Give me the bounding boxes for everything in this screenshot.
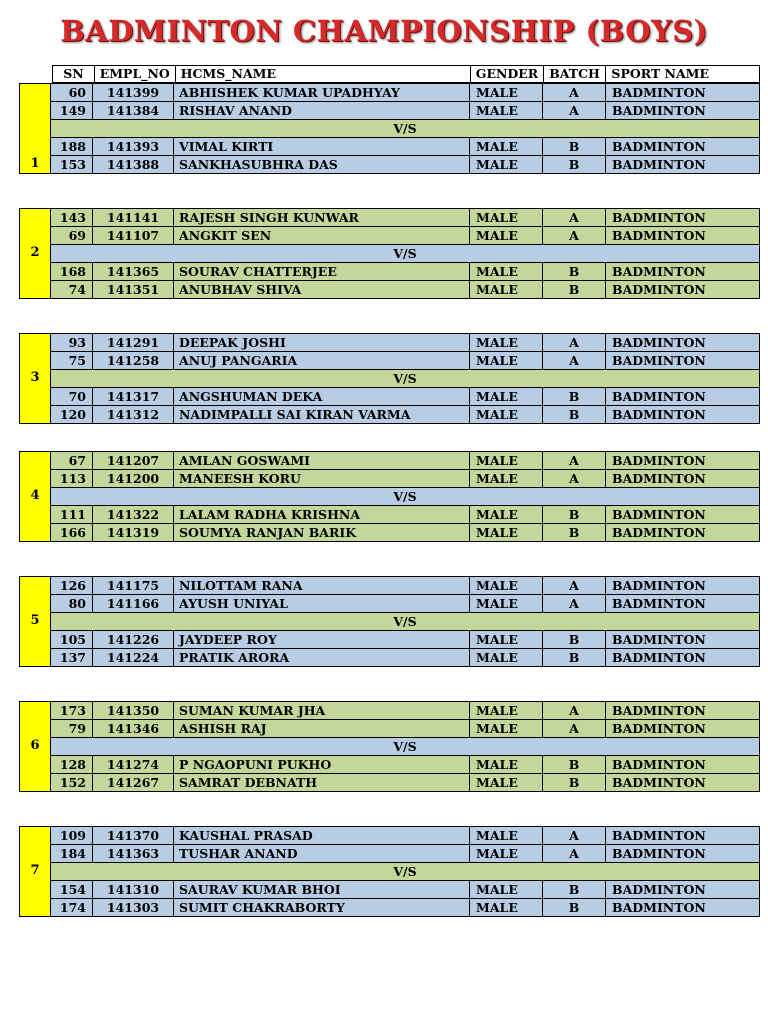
cell-name: RAJESH SINGH KUNWAR	[174, 209, 470, 226]
cell-gender: MALE	[470, 470, 543, 487]
cell-sport: BADMINTON	[612, 703, 706, 718]
match-group	[19, 208, 760, 299]
cell-name: SUMAN KUMAR JHA	[174, 702, 470, 719]
cell-name: MANEESH KORU	[174, 470, 470, 487]
cell-empl-no: 141370	[93, 827, 174, 844]
cell-batch: B	[543, 156, 606, 173]
table-row	[51, 577, 759, 595]
cell-sport: BADMINTON	[612, 282, 706, 297]
match-group	[19, 451, 760, 542]
cell-gender: MALE	[470, 702, 543, 719]
table-row	[51, 899, 759, 916]
table-row	[51, 84, 759, 102]
cell-sn: 79	[51, 720, 93, 737]
cell-batch: A	[543, 84, 606, 101]
cell-sport: BADMINTON	[612, 900, 706, 915]
cell-empl-no: 141363	[93, 845, 174, 862]
cell-gender: MALE	[470, 138, 543, 155]
cell-sport: BADMINTON	[612, 828, 706, 843]
cell-sn: 174	[51, 899, 93, 916]
cell-batch: B	[543, 281, 606, 298]
cell-name: LALAM RADHA KRISHNA	[174, 506, 470, 523]
cell-empl-no: 141365	[93, 263, 174, 280]
cell-sn: 70	[51, 388, 93, 405]
table-row	[51, 102, 759, 120]
cell-gender: MALE	[470, 649, 543, 666]
cell-name: NILOTTAM RANA	[174, 577, 470, 594]
cell-sport: BADMINTON	[612, 228, 706, 243]
cell-sport: BADMINTON	[612, 632, 706, 647]
group-number-cell	[20, 334, 51, 423]
cell-sn: 149	[51, 102, 93, 119]
cell-batch: B	[543, 631, 606, 648]
cell-name: RISHAV ANAND	[174, 102, 470, 119]
header-name: HCMS_NAME	[176, 66, 471, 82]
table-row	[51, 227, 759, 245]
versus-label: V/S	[51, 245, 759, 263]
cell-batch: A	[543, 452, 606, 469]
table-row	[51, 720, 759, 738]
group-number-cell	[20, 209, 51, 298]
table-row	[51, 334, 759, 352]
table-row	[51, 756, 759, 774]
table-header	[52, 65, 760, 83]
cell-name: SUMIT CHAKRABORTY	[174, 899, 470, 916]
group-number: 3	[30, 370, 40, 385]
cell-gender: MALE	[470, 352, 543, 369]
cell-empl-no: 141175	[93, 577, 174, 594]
cell-sn: 153	[51, 156, 93, 173]
table-row	[51, 281, 759, 298]
cell-name: DEEPAK JOSHI	[174, 334, 470, 351]
cell-empl-no: 141258	[93, 352, 174, 369]
cell-sport: BADMINTON	[612, 210, 706, 225]
cell-empl-no: 141384	[93, 102, 174, 119]
cell-name: SOURAV CHATTERJEE	[174, 263, 470, 280]
cell-sport: BADMINTON	[612, 407, 706, 422]
cell-batch: A	[543, 577, 606, 594]
match-group	[19, 333, 760, 424]
cell-empl-no: 141312	[93, 406, 174, 423]
cell-empl-no: 141226	[93, 631, 174, 648]
cell-sport: BADMINTON	[612, 264, 706, 279]
cell-sport: BADMINTON	[612, 775, 706, 790]
cell-empl-no: 141274	[93, 756, 174, 773]
group-number: 1	[30, 156, 40, 171]
versus-label: V/S	[51, 120, 759, 138]
cell-batch: B	[543, 406, 606, 423]
cell-sn: 126	[51, 577, 93, 594]
versus-label: V/S	[51, 488, 759, 506]
cell-sn: 188	[51, 138, 93, 155]
cell-sn: 113	[51, 470, 93, 487]
table-row	[51, 388, 759, 406]
cell-sn: 120	[51, 406, 93, 423]
match-group	[19, 83, 760, 174]
cell-name: ANUJ PANGARIA	[174, 352, 470, 369]
cell-sport: BADMINTON	[612, 335, 706, 350]
cell-sn: 60	[51, 84, 93, 101]
cell-name: SAMRAT DEBNATH	[174, 774, 470, 791]
header-sn: SN	[53, 66, 95, 82]
cell-empl-no: 141207	[93, 452, 174, 469]
cell-batch: B	[543, 138, 606, 155]
cell-batch: B	[543, 756, 606, 773]
cell-sport: BADMINTON	[612, 389, 706, 404]
group-number-cell	[20, 702, 51, 791]
header-batch: BATCH	[544, 66, 607, 82]
cell-sport: BADMINTON	[612, 103, 706, 118]
cell-empl-no: 141310	[93, 881, 174, 898]
cell-gender: MALE	[470, 899, 543, 916]
cell-empl-no: 141388	[93, 156, 174, 173]
cell-name: PRATIK ARORA	[174, 649, 470, 666]
cell-sn: 75	[51, 352, 93, 369]
cell-sport: BADMINTON	[612, 846, 706, 861]
cell-sport: BADMINTON	[612, 525, 706, 540]
cell-name: SOUMYA RANJAN BARIK	[174, 524, 470, 541]
cell-sport: BADMINTON	[612, 721, 706, 736]
versus-label: V/S	[51, 613, 759, 631]
table-row	[51, 702, 759, 720]
cell-batch: A	[543, 352, 606, 369]
cell-name: AYUSH UNIYAL	[174, 595, 470, 612]
cell-name: ABHISHEK KUMAR UPADHYAY	[174, 84, 470, 101]
cell-sn: 154	[51, 881, 93, 898]
header-sport: SPORT NAME	[611, 66, 710, 81]
table-row	[51, 138, 759, 156]
cell-gender: MALE	[470, 388, 543, 405]
table-row	[51, 263, 759, 281]
cell-sport: BADMINTON	[612, 471, 706, 486]
table-row	[51, 352, 759, 370]
group-number: 7	[30, 863, 40, 878]
cell-name: ANUBHAV SHIVA	[174, 281, 470, 298]
cell-sn: 168	[51, 263, 93, 280]
cell-gender: MALE	[470, 102, 543, 119]
cell-name: SANKHASUBHRA DAS	[174, 156, 470, 173]
cell-gender: MALE	[470, 756, 543, 773]
cell-gender: MALE	[470, 845, 543, 862]
cell-empl-no: 141107	[93, 227, 174, 244]
cell-gender: MALE	[470, 156, 543, 173]
cell-sport: BADMINTON	[612, 757, 706, 772]
cell-empl-no: 141291	[93, 334, 174, 351]
cell-sn: 80	[51, 595, 93, 612]
group-number-cell	[20, 452, 51, 541]
cell-batch: A	[543, 227, 606, 244]
cell-batch: A	[543, 595, 606, 612]
header-empl-no: EMPL_NO	[95, 66, 176, 82]
cell-sn: 69	[51, 227, 93, 244]
cell-batch: B	[543, 524, 606, 541]
cell-batch: A	[543, 720, 606, 737]
cell-gender: MALE	[470, 577, 543, 594]
cell-empl-no: 141319	[93, 524, 174, 541]
cell-empl-no: 141322	[93, 506, 174, 523]
cell-gender: MALE	[470, 524, 543, 541]
table-row	[51, 774, 759, 791]
cell-sport: BADMINTON	[612, 453, 706, 468]
cell-sn: 74	[51, 281, 93, 298]
versus-label: V/S	[51, 370, 759, 388]
cell-sn: 93	[51, 334, 93, 351]
cell-empl-no: 141200	[93, 470, 174, 487]
cell-empl-no: 141303	[93, 899, 174, 916]
table-row	[51, 524, 759, 541]
cell-gender: MALE	[470, 334, 543, 351]
match-group	[19, 576, 760, 667]
cell-gender: MALE	[470, 263, 543, 280]
cell-sn: 166	[51, 524, 93, 541]
cell-sport: BADMINTON	[612, 157, 706, 172]
group-number-cell	[20, 84, 51, 173]
cell-sport: BADMINTON	[612, 85, 706, 100]
cell-name: AMLAN GOSWAMI	[174, 452, 470, 469]
cell-gender: MALE	[470, 227, 543, 244]
cell-empl-no: 141351	[93, 281, 174, 298]
cell-sport: BADMINTON	[612, 139, 706, 154]
cell-empl-no: 141399	[93, 84, 174, 101]
group-number: 2	[30, 245, 40, 260]
table-row	[51, 506, 759, 524]
cell-batch: B	[543, 649, 606, 666]
cell-gender: MALE	[470, 720, 543, 737]
cell-gender: MALE	[470, 452, 543, 469]
cell-batch: A	[543, 209, 606, 226]
cell-sport: BADMINTON	[612, 650, 706, 665]
cell-empl-no: 141393	[93, 138, 174, 155]
group-number: 5	[30, 613, 40, 628]
cell-batch: B	[543, 263, 606, 280]
table-row	[51, 452, 759, 470]
header-gender: GENDER	[471, 66, 544, 82]
cell-empl-no: 141317	[93, 388, 174, 405]
cell-name: KAUSHAL PRASAD	[174, 827, 470, 844]
cell-empl-no: 141141	[93, 209, 174, 226]
cell-gender: MALE	[470, 281, 543, 298]
cell-sport: BADMINTON	[612, 578, 706, 593]
cell-sport: BADMINTON	[612, 353, 706, 368]
cell-sn: 143	[51, 209, 93, 226]
cell-gender: MALE	[470, 881, 543, 898]
cell-sn: 173	[51, 702, 93, 719]
table-row	[51, 881, 759, 899]
cell-sport: BADMINTON	[612, 596, 706, 611]
table-row	[51, 595, 759, 613]
cell-gender: MALE	[470, 774, 543, 791]
cell-sport: BADMINTON	[612, 882, 706, 897]
cell-empl-no: 141350	[93, 702, 174, 719]
cell-empl-no: 141346	[93, 720, 174, 737]
cell-sn: 184	[51, 845, 93, 862]
table-row	[51, 209, 759, 227]
cell-name: ANGKIT SEN	[174, 227, 470, 244]
group-number: 4	[30, 488, 40, 503]
cell-gender: MALE	[470, 827, 543, 844]
cell-gender: MALE	[470, 595, 543, 612]
table-row	[51, 156, 759, 173]
cell-batch: A	[543, 470, 606, 487]
cell-sport: BADMINTON	[612, 507, 706, 522]
cell-sn: 111	[51, 506, 93, 523]
cell-name: NADIMPALLI SAI KIRAN VARMA	[174, 406, 470, 423]
table-row	[51, 649, 759, 666]
cell-batch: B	[543, 899, 606, 916]
cell-batch: A	[543, 102, 606, 119]
cell-sn: 67	[51, 452, 93, 469]
group-number: 6	[30, 738, 40, 753]
cell-sn: 128	[51, 756, 93, 773]
cell-batch: B	[543, 506, 606, 523]
cell-gender: MALE	[470, 631, 543, 648]
cell-name: TUSHAR ANAND	[174, 845, 470, 862]
cell-sn: 109	[51, 827, 93, 844]
cell-gender: MALE	[470, 506, 543, 523]
cell-batch: A	[543, 827, 606, 844]
cell-name: ANGSHUMAN DEKA	[174, 388, 470, 405]
cell-name: VIMAL KIRTI	[174, 138, 470, 155]
cell-batch: B	[543, 881, 606, 898]
page-title: BADMINTON CHAMPIONSHIP (BOYS)	[60, 14, 708, 48]
cell-sn: 137	[51, 649, 93, 666]
cell-gender: MALE	[470, 406, 543, 423]
cell-name: P NGAOPUNI PUKHO	[174, 756, 470, 773]
table-row	[51, 631, 759, 649]
cell-sn: 152	[51, 774, 93, 791]
table-row	[51, 827, 759, 845]
cell-gender: MALE	[470, 84, 543, 101]
cell-batch: B	[543, 388, 606, 405]
cell-sn: 105	[51, 631, 93, 648]
group-number-cell	[20, 827, 51, 916]
table-row	[51, 470, 759, 488]
group-number-cell	[20, 577, 51, 666]
cell-batch: B	[543, 774, 606, 791]
match-group	[19, 826, 760, 917]
cell-name: SAURAV KUMAR BHOI	[174, 881, 470, 898]
cell-batch: A	[543, 334, 606, 351]
cell-name: JAYDEEP ROY	[174, 631, 470, 648]
cell-empl-no: 141166	[93, 595, 174, 612]
versus-label: V/S	[51, 738, 759, 756]
cell-empl-no: 141224	[93, 649, 174, 666]
cell-batch: A	[543, 845, 606, 862]
cell-batch: A	[543, 702, 606, 719]
cell-gender: MALE	[470, 209, 543, 226]
versus-label: V/S	[51, 863, 759, 881]
match-group	[19, 701, 760, 792]
table-row	[51, 845, 759, 863]
cell-name: ASHISH RAJ	[174, 720, 470, 737]
cell-empl-no: 141267	[93, 774, 174, 791]
table-row	[51, 406, 759, 423]
